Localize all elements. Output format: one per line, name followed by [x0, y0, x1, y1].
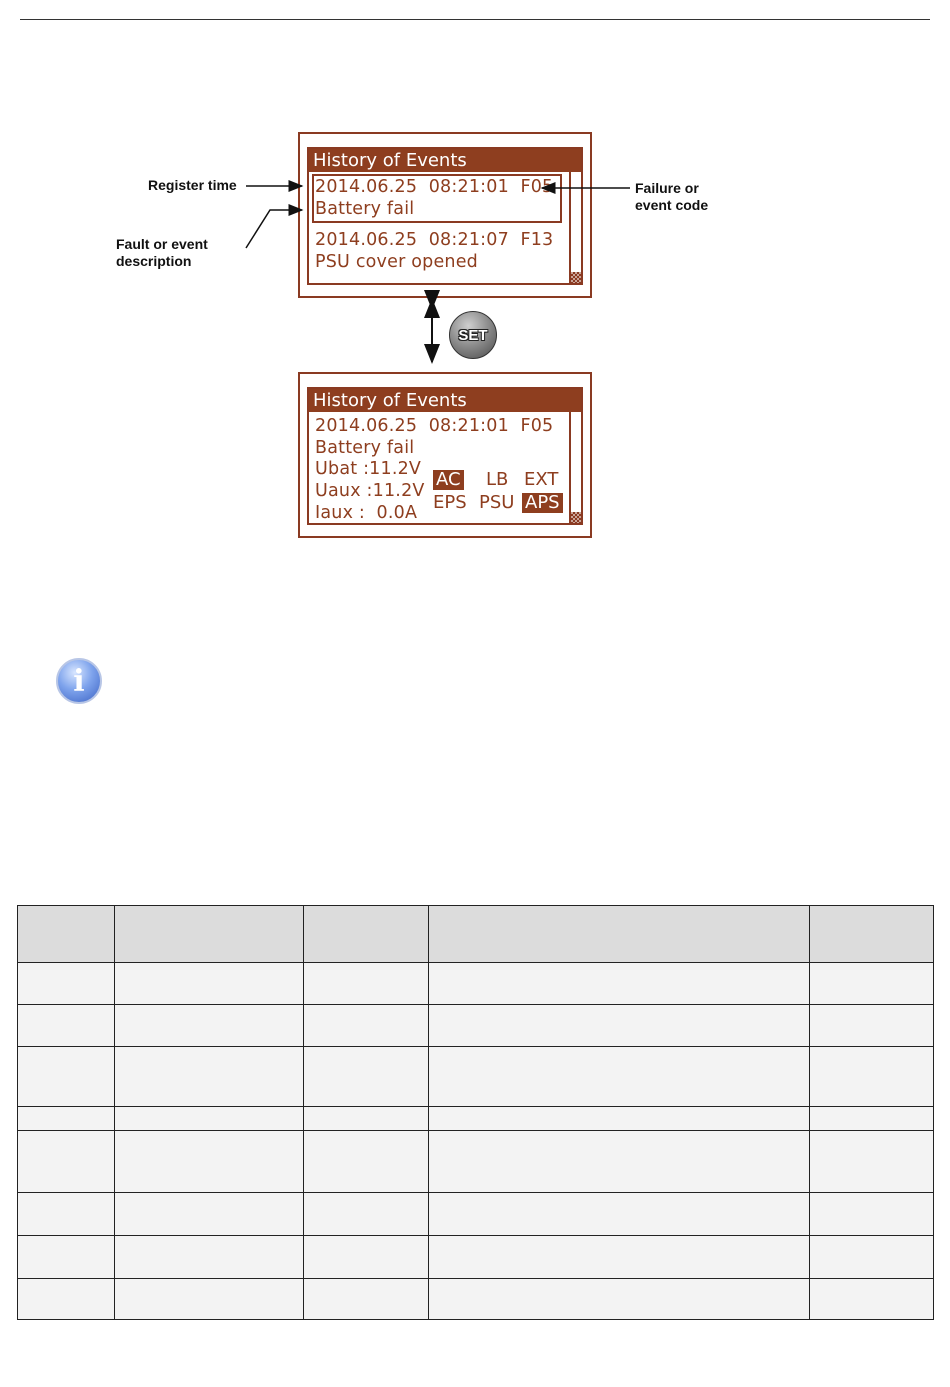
event-2-description: PSU cover opened [315, 252, 478, 272]
flag-aps: APS [522, 493, 563, 513]
flag-eps: EPS [433, 492, 467, 513]
table-row [18, 1279, 934, 1320]
table-row [18, 1047, 934, 1107]
uaux-value: Uaux :11.2V [315, 481, 425, 501]
callout-fault-description: Fault or event description [116, 236, 208, 269]
flag-lb: LB [486, 469, 509, 490]
fault-description-arrow [246, 210, 302, 248]
table-row [18, 1236, 934, 1279]
lcd-title: History of Events [309, 149, 581, 172]
table-row [18, 1005, 934, 1047]
table-row [18, 963, 934, 1005]
callout-register-time: Register time [148, 177, 237, 193]
flag-ext: EXT [524, 469, 559, 490]
info-icon: i [56, 658, 102, 704]
lcd-title: History of Events [309, 389, 581, 412]
event-2-time: 2014.06.25 08:21:07 F13 [315, 230, 554, 250]
table-row [18, 1107, 934, 1131]
set-button-icon: SET [449, 311, 497, 359]
table-row [18, 1131, 934, 1193]
events-table [17, 905, 934, 1320]
flag-psu: PSU [479, 492, 515, 513]
ubat-value: Ubat :11.2V [315, 459, 422, 479]
callout-failure-code: Failure or event code [635, 180, 709, 213]
event-description: Battery fail [315, 438, 415, 458]
flag-ac: AC [433, 470, 464, 490]
iaux-value: Iaux : 0.0A [315, 503, 418, 523]
table-row [18, 1193, 934, 1236]
event-1-time: 2014.06.25 08:21:01 F05 [315, 177, 554, 197]
event-1-description: Battery fail [315, 199, 415, 219]
event-time: 2014.06.25 08:21:01 F05 [315, 416, 554, 436]
table-header-row [18, 906, 934, 963]
callout-arrows [0, 0, 950, 600]
